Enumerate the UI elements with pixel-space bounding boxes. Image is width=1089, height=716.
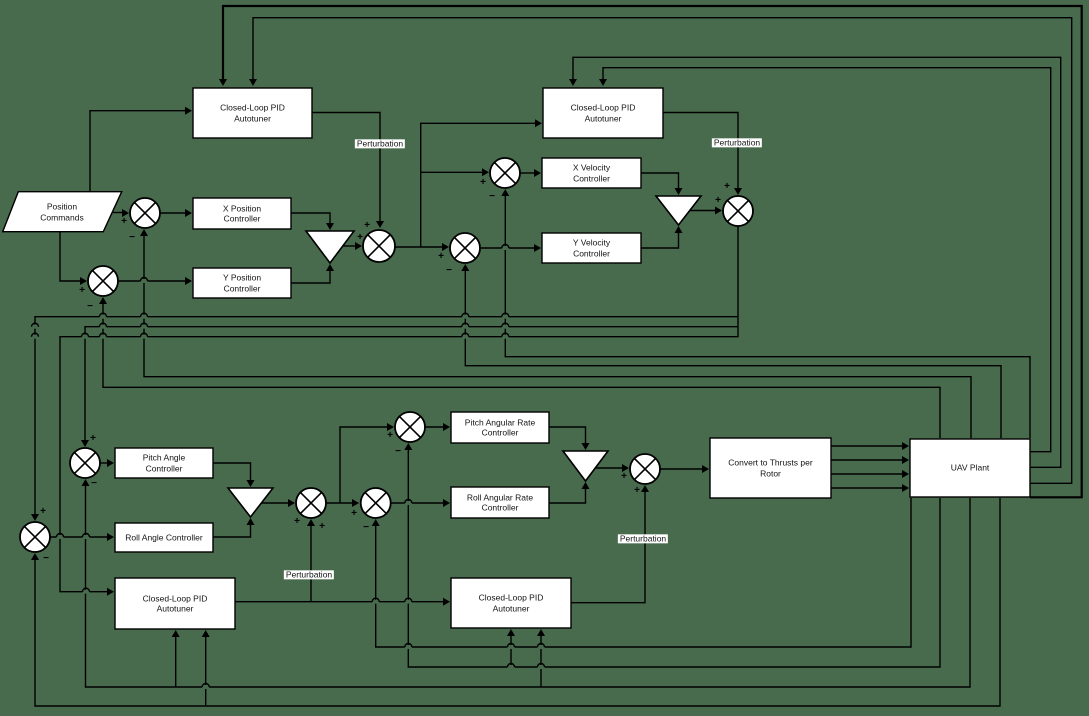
convert-to-thrusts-label: Convert to Thrusts per Rotor (728, 457, 813, 478)
arrowhead (352, 499, 359, 507)
arrowhead (501, 189, 509, 196)
autotuner-velocity-label: Closed-Loop PID Autotuner (570, 102, 636, 123)
arrowhead (534, 169, 541, 177)
arrowhead (902, 470, 909, 478)
position-commands-label: Position Commands (40, 201, 84, 222)
sum-roll-angle[interactable] (20, 522, 50, 552)
sum-roll-rate[interactable] (361, 488, 391, 518)
y-velocity-controller-label: Y Velocity Controller (572, 237, 611, 258)
arrowhead (185, 107, 192, 115)
plus-sign: + (715, 195, 721, 206)
plus-sign: + (90, 433, 96, 444)
x-velocity-controller[interactable] (542, 158, 641, 188)
arrowhead (376, 221, 384, 228)
sum-angle-perturbation[interactable] (296, 488, 326, 518)
arrowhead (326, 264, 334, 271)
plus-sign: + (364, 220, 370, 231)
arrowhead (404, 443, 412, 450)
wire-35 (549, 489, 586, 503)
roll-angular-rate-controller[interactable] (451, 487, 549, 518)
arrowhead (307, 519, 315, 526)
wire-18 (641, 173, 679, 188)
sum-pitch-angle[interactable] (70, 448, 100, 478)
arrowhead (461, 264, 469, 271)
arrowhead (537, 629, 545, 636)
minus-sign: − (43, 553, 49, 564)
sum-velocity-perturbation[interactable] (723, 196, 753, 226)
pitch-angle-controller[interactable] (115, 448, 213, 478)
wire-28 (213, 525, 251, 537)
arrowhead (31, 514, 39, 521)
sum-x-position[interactable] (130, 198, 160, 228)
arrowhead (249, 79, 257, 86)
arrowhead (534, 244, 541, 252)
wire-14 (421, 123, 535, 247)
wire-23 (35, 317, 738, 514)
plus-sign: + (79, 285, 85, 296)
arrowhead (288, 499, 295, 507)
autotuner-angle[interactable] (115, 578, 235, 629)
wire-11 (291, 271, 330, 283)
autotuner-rate-label: Closed-Loop PID Autotuner (478, 592, 544, 613)
wire-0 (223, 6, 1082, 497)
position-commands[interactable] (3, 192, 122, 232)
sum-position-perturbation[interactable] (363, 230, 395, 262)
plus-sign: + (724, 181, 730, 192)
mux-position[interactable] (306, 231, 354, 263)
arrowhead (641, 485, 649, 492)
arrowhead (675, 188, 683, 195)
arrowhead (355, 242, 362, 250)
plus-sign: + (387, 430, 393, 441)
arrowhead (734, 188, 742, 195)
arrowhead (185, 277, 192, 285)
plus-sign: + (351, 508, 357, 519)
arrowhead (219, 79, 227, 86)
roll-angle-controller[interactable] (115, 523, 213, 552)
roll-angular-rate-controller-label: Roll Angular Rate Controller (466, 491, 534, 513)
minus-sign: − (91, 478, 97, 489)
arrowhead (247, 518, 255, 525)
y-position-controller-label: Y Position Controller (222, 272, 262, 293)
sum-x-velocity[interactable] (490, 158, 520, 188)
plus-sign: + (40, 506, 46, 517)
arrowhead (81, 440, 89, 447)
autotuner-position-label: Closed-Loop PID Autotuner (220, 102, 285, 123)
minus-sign: − (395, 446, 401, 457)
arrowhead (99, 297, 107, 304)
autotuner-rate[interactable] (451, 578, 571, 628)
arrowhead (675, 226, 683, 233)
arrowhead (535, 119, 542, 127)
plus-sign: + (294, 516, 300, 527)
convert-to-thrusts[interactable] (710, 438, 831, 498)
sum-rate-perturbation[interactable] (630, 454, 660, 484)
wire-4 (90, 111, 185, 192)
wire-27 (213, 463, 251, 480)
wire-19 (641, 233, 679, 248)
plus-sign: + (319, 521, 325, 532)
arrowhead (599, 79, 607, 86)
arrowhead (185, 209, 192, 217)
minus-sign: − (129, 232, 135, 243)
perturbation-angle-label: Perturbation (285, 569, 333, 580)
arrowhead (326, 223, 334, 230)
arrowhead (31, 553, 39, 560)
sum-y-velocity[interactable] (450, 233, 480, 263)
autotuner-position[interactable] (193, 88, 312, 138)
arrowhead (247, 480, 255, 487)
wire-5 (312, 113, 380, 222)
perturbation-position-label: Perturbation (356, 138, 404, 149)
uav-plant-label: UAV Plant (950, 462, 990, 473)
arrowhead (715, 207, 722, 215)
arrowhead (172, 630, 180, 637)
x-velocity-controller-label: X Velocity Controller (572, 162, 611, 183)
arrowhead (140, 229, 148, 236)
plus-sign: + (621, 471, 627, 482)
arrowhead (702, 465, 709, 473)
arrowhead (902, 456, 909, 464)
arrowhead (482, 168, 489, 176)
arrowhead (902, 442, 909, 450)
arrowhead (80, 277, 87, 285)
wire-44 (571, 492, 645, 603)
x-position-controller[interactable] (193, 198, 291, 229)
autotuner-angle-label: Closed-Loop PID Autotuner (142, 592, 208, 614)
plus-sign: + (357, 232, 363, 243)
plus-sign: + (121, 216, 127, 227)
arrowhead (442, 243, 449, 251)
sum-y-position[interactable] (88, 266, 118, 296)
arrowhead (107, 588, 114, 596)
arrowhead (107, 533, 114, 541)
minus-sign: − (363, 522, 369, 533)
arrowhead (122, 209, 129, 217)
plus-sign: + (634, 485, 640, 496)
y-position-controller[interactable] (193, 268, 291, 298)
wire-7 (60, 232, 80, 281)
y-velocity-controller[interactable] (542, 233, 641, 263)
perturbation-velocity-label: Perturbation (713, 137, 761, 148)
minus-sign: − (489, 191, 495, 202)
arrowhead (107, 459, 114, 467)
arrowhead (372, 519, 380, 526)
wire-54 (408, 450, 940, 667)
x-position-controller-label: X Position Controller (222, 202, 262, 224)
arrowhead (443, 499, 450, 507)
pitch-angle-controller-label: Pitch Angle Controller (142, 452, 186, 473)
autotuner-velocity[interactable] (543, 88, 663, 138)
arrowhead (507, 629, 515, 636)
arrowhead (902, 484, 909, 492)
arrowhead (443, 598, 450, 606)
plus-sign: + (480, 177, 486, 188)
minus-sign: − (87, 301, 93, 312)
arrowhead (582, 443, 590, 450)
arrowhead (202, 630, 210, 637)
arrowhead (622, 464, 629, 472)
mux-rate[interactable] (563, 451, 608, 481)
pitch-angular-rate-controller-label: Pitch Angular Rate Controller (464, 416, 536, 438)
arrowhead (582, 482, 590, 489)
perturbation-rate-label: Perturbation (619, 533, 667, 544)
arrowhead (82, 479, 90, 486)
wire-34 (549, 427, 586, 443)
plus-sign: + (438, 251, 444, 262)
arrowhead (443, 423, 450, 431)
arrowhead (569, 79, 577, 86)
arrowhead (387, 423, 394, 431)
sum-pitch-rate[interactable] (395, 412, 425, 442)
wire-21 (663, 113, 738, 189)
pitch-angular-rate-controller[interactable] (451, 412, 549, 443)
roll-angle-controller-label: Roll Angle Controller (125, 532, 203, 543)
uav-plant[interactable] (910, 439, 1030, 497)
minus-sign: − (446, 265, 452, 276)
wire-3 (603, 68, 1051, 452)
wire-10 (291, 213, 330, 223)
